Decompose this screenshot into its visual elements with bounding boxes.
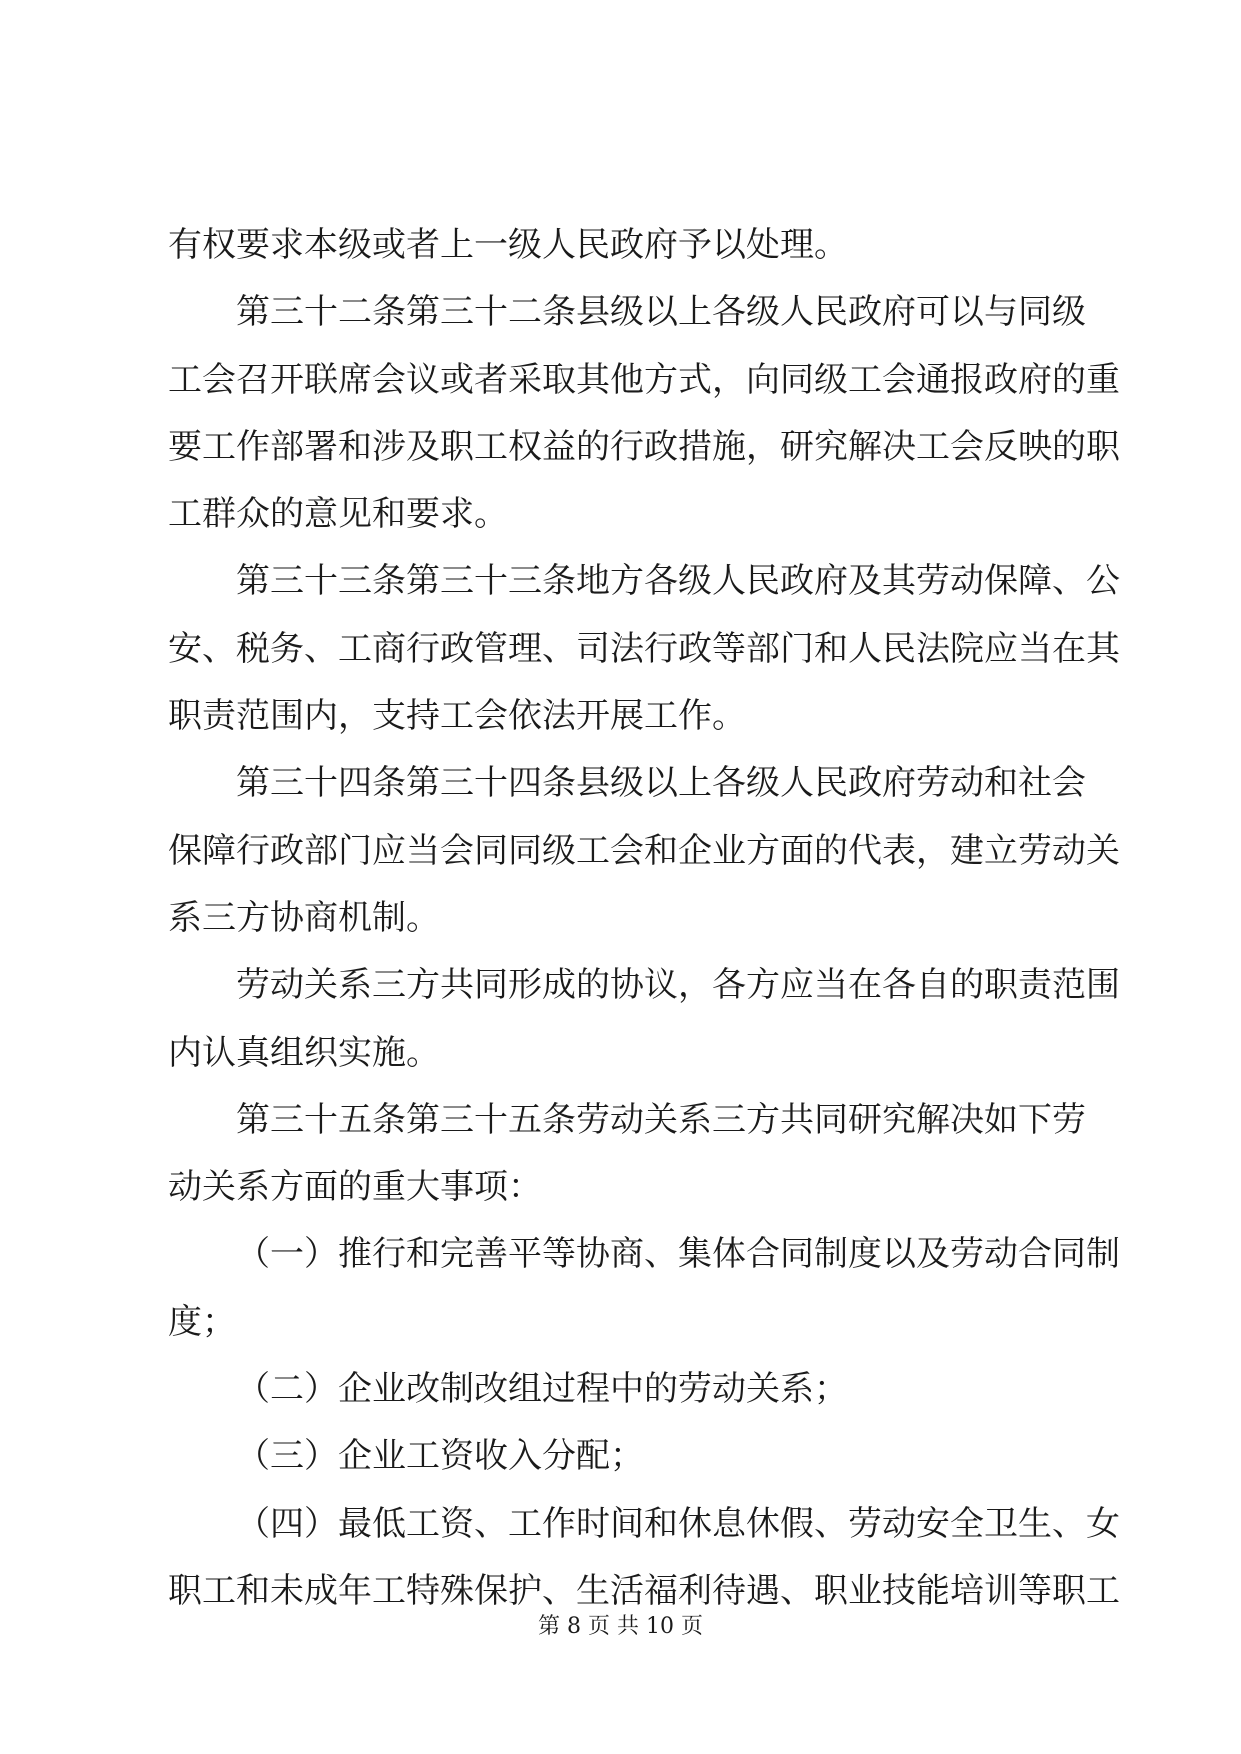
text-line: 系三方协商机制。: [168, 897, 440, 938]
text-line: 要工作部署和涉及职工权益的行政措施，研究解决工会反映的职: [168, 426, 1120, 467]
text-line: 第三十四条第三十四条县级以上各级人民政府劳动和社会: [236, 763, 1086, 804]
text-line: 保障行政部门应当会同同级工会和企业方面的代表，建立劳动关: [168, 830, 1120, 871]
text-line: （三）企业工资收入分配；: [236, 1436, 644, 1477]
text-line: 劳动关系三方共同形成的协议，各方应当在各自的职责范围: [236, 965, 1120, 1006]
text-line: 工会召开联席会议或者采取其他方式，向同级工会通报政府的重: [168, 359, 1120, 400]
text-line: 第三十三条第三十三条地方各级人民政府及其劳动保障、公: [236, 561, 1120, 602]
page-number-footer: 第 8 页 共 10 页: [538, 1614, 703, 1639]
document-body: [168, 225, 1120, 1641]
text-line: 职责范围内，支持工会依法开展工作。: [168, 696, 746, 737]
text-line: 安、税务、工商行政管理、司法行政等部门和人民法院应当在其: [168, 628, 1120, 669]
text-line: 内认真组织实施。: [168, 1032, 440, 1073]
text-line: 职工和未成年工特殊保护、生活福利待遇、职业技能培训等职工: [168, 1570, 1120, 1611]
text-line: （四）最低工资、工作时间和休息休假、劳动安全卫生、女: [236, 1503, 1120, 1544]
text-line: 度；: [168, 1301, 236, 1342]
text-line: （二）企业改制改组过程中的劳动关系；: [236, 1369, 848, 1410]
text-line: （一）推行和完善平等协商、集体合同制度以及劳动合同制: [236, 1234, 1120, 1275]
text-line: 工群众的意见和要求。: [168, 494, 508, 535]
text-line: 有权要求本级或者上一级人民政府予以处理。: [168, 225, 848, 265]
text-line: 第三十五条第三十五条劳动关系三方共同研究解决如下劳: [236, 1099, 1086, 1140]
text-line: 动关系方面的重大事项：: [168, 1167, 542, 1208]
text-line: 第三十二条第三十二条县级以上各级人民政府可以与同级: [236, 292, 1086, 333]
